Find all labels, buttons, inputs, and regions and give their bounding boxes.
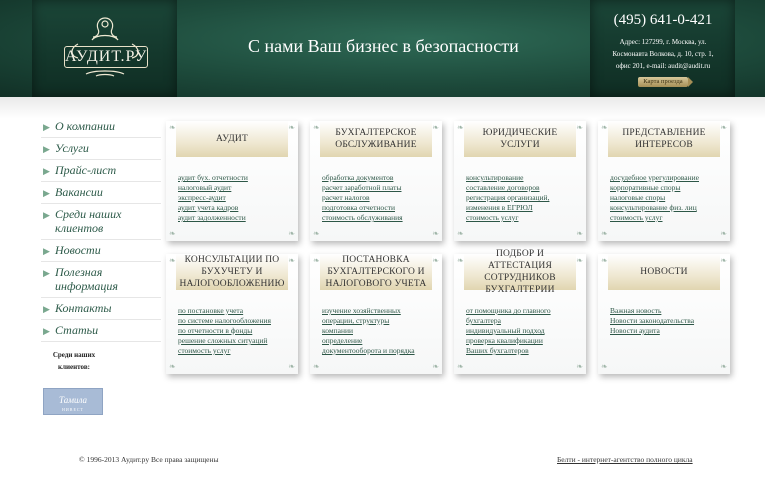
card-link[interactable]: экспресс-аудит: [178, 193, 226, 202]
card-header: [320, 121, 432, 157]
card-link[interactable]: стоимость услуг: [178, 346, 231, 355]
corner-ornament-icon: ❧: [457, 256, 464, 265]
card-link[interactable]: регистрация организаций,: [466, 193, 550, 202]
card-link[interactable]: расчет налогов: [322, 193, 370, 202]
address-line: Космонавта Волкова, д. 10, стр. 1,: [612, 50, 714, 58]
clients-title: Среди наших клиентов:: [52, 351, 96, 371]
corner-ornament-icon: ❧: [169, 229, 176, 238]
card-header: [608, 121, 720, 157]
corner-ornament-icon: ❧: [288, 229, 295, 238]
corner-ornament-icon: ❧: [288, 362, 295, 371]
card-link[interactable]: налоговый аудит: [178, 183, 232, 192]
card-link[interactable]: подготовка отчетности: [322, 203, 395, 212]
card-link[interactable]: определение: [322, 336, 363, 345]
card-link[interactable]: досудебное урегулирование: [610, 173, 699, 182]
sidebar-item-pricelist[interactable]: [41, 160, 161, 182]
card-links: [322, 173, 438, 223]
header: [0, 0, 765, 97]
corner-ornament-icon: ❧: [432, 123, 439, 132]
corner-ornament-icon: ❧: [432, 229, 439, 238]
corner-ornament-icon: ❧: [169, 123, 176, 132]
card-link[interactable]: аудит бух. отчетности: [178, 173, 248, 182]
corner-ornament-icon: ❧: [432, 256, 439, 265]
agency-credit-link[interactable]: Белти - интернет-агентство полного цикла: [557, 455, 693, 464]
card-link[interactable]: по системе налогообложения: [178, 316, 271, 325]
arrow-icon: ▶: [43, 144, 50, 154]
card-link[interactable]: проверка квалификации: [466, 336, 543, 345]
sidebar-item-label: Контакты: [55, 301, 112, 315]
corner-ornament-icon: ❧: [288, 256, 295, 265]
card-links: [178, 306, 294, 356]
corner-ornament-icon: ❧: [313, 229, 320, 238]
corner-ornament-icon: ❧: [288, 123, 295, 132]
phone-number: (495) 641-0-421: [613, 12, 713, 28]
sidebar-item-label: Полезная информация: [55, 265, 118, 293]
sidebar-item-label: Статьи: [55, 323, 99, 337]
service-card-legal: [454, 121, 586, 241]
sidebar-item-about[interactable]: [41, 116, 161, 138]
corner-ornament-icon: ❧: [601, 362, 608, 371]
card-link[interactable]: стоимость обслуживания: [322, 213, 403, 222]
card-title[interactable]: ЮРИДИЧЕСКИЕ УСЛУГИ: [482, 128, 558, 150]
news-link[interactable]: Новости аудита: [610, 326, 660, 335]
card-header: [464, 121, 576, 157]
card-header: [176, 121, 288, 157]
corner-ornament-icon: ❧: [432, 362, 439, 371]
corner-ornament-icon: ❧: [601, 123, 608, 132]
sidebar-item-label: Новости: [55, 243, 101, 257]
corner-ornament-icon: ❧: [576, 256, 583, 265]
arrow-icon: ▶: [43, 122, 50, 132]
corner-ornament-icon: ❧: [313, 123, 320, 132]
sidebar-item-news[interactable]: [41, 240, 161, 262]
card-title[interactable]: АУДИТ: [216, 134, 248, 144]
logo-emblem-icon[interactable]: [58, 10, 152, 80]
sidebar-item-label: О компании: [55, 119, 115, 133]
card-link[interactable]: от помощника до главного: [466, 306, 551, 315]
card-link[interactable]: расчет заработной платы: [322, 183, 402, 192]
card-link[interactable]: компании: [322, 326, 353, 335]
card-header: [320, 254, 432, 290]
arrow-icon: ▶: [43, 210, 50, 220]
address-line: офис 201, e-mail: audit@audit.ru: [615, 62, 711, 70]
news-link[interactable]: Важная новость: [610, 306, 662, 315]
arrow-icon: ▶: [43, 326, 50, 336]
card-links: [322, 306, 438, 356]
card-link[interactable]: аудит учета кадров: [178, 203, 239, 212]
corner-ornament-icon: ❧: [457, 229, 464, 238]
card-link[interactable]: консультирование физ. лиц: [610, 203, 697, 212]
client-logo[interactable]: [43, 388, 103, 415]
card-link[interactable]: корпоративные споры: [610, 183, 681, 192]
card-link[interactable]: документооборота и порядка: [322, 346, 415, 355]
address-block: [596, 36, 730, 72]
card-title[interactable]: КОНСУЛЬТАЦИИ ПО БУХУЧЕТУ И НАЛОГООБЛОЖЕНИЮ: [179, 255, 285, 289]
card-title[interactable]: НОВОСТИ: [640, 267, 688, 277]
arrow-icon: ▶: [43, 268, 50, 278]
corner-ornament-icon: ❧: [720, 123, 727, 132]
corner-ornament-icon: ❧: [457, 362, 464, 371]
card-title[interactable]: ПОДБОР И АТТЕСТАЦИЯ СОТРУДНИКОВ БУХГАЛТЕРИИ: [484, 249, 556, 295]
service-card-consulting: [166, 254, 298, 374]
service-card-staffing: [454, 249, 586, 374]
card-header: [608, 254, 720, 290]
client-logo-name: Тамила: [59, 395, 87, 405]
card-link[interactable]: по постановке учета: [178, 306, 244, 315]
sidebar-item-label: Услуги: [55, 141, 89, 155]
card-link[interactable]: изучение хозяйственных: [322, 306, 401, 315]
corner-ornament-icon: ❧: [576, 229, 583, 238]
logo-text[interactable]: АУДИТ.РУ: [64, 46, 148, 68]
sidebar-item-label: Прайс-лист: [55, 163, 117, 177]
service-card-audit: [166, 121, 298, 241]
sidebar-item-articles[interactable]: [41, 320, 161, 342]
card-link[interactable]: налоговые споры: [610, 193, 666, 202]
corner-ornament-icon: ❧: [313, 256, 320, 265]
sidebar-item-services[interactable]: [41, 138, 161, 160]
corner-ornament-icon: ❧: [601, 229, 608, 238]
copyright: © 1996-2013 Аудит.ру Все права защищены: [79, 455, 219, 464]
sidebar-item-vacancies[interactable]: [41, 182, 161, 204]
card-link[interactable]: решение сложных ситуаций: [178, 336, 268, 345]
corner-ornament-icon: ❧: [720, 362, 727, 371]
card-links: [610, 306, 726, 336]
map-button[interactable]: Карта проезда: [638, 77, 688, 87]
corner-ornament-icon: ❧: [720, 229, 727, 238]
corner-ornament-icon: ❧: [313, 362, 320, 371]
sidebar-item-label: Среди наших клиентов: [55, 207, 122, 235]
sidebar-item-useful-info[interactable]: [41, 262, 161, 298]
corner-ornament-icon: ❧: [169, 362, 176, 371]
corner-ornament-icon: ❧: [576, 123, 583, 132]
card-link[interactable]: изменения в ЕГРЮЛ: [466, 203, 533, 212]
card-link[interactable]: обработка документов: [322, 173, 394, 182]
sidebar-item-clients[interactable]: [41, 204, 161, 240]
card-title[interactable]: ПРЕДСТАВЛЕНИЕ ИНТЕРЕСОВ: [622, 128, 706, 150]
news-link[interactable]: Новости законодательства: [610, 316, 695, 325]
card-links: [466, 173, 582, 223]
arrow-icon: ▶: [43, 166, 50, 176]
service-card-representation: [598, 121, 730, 241]
card-link[interactable]: составление договоров: [466, 183, 540, 192]
card-links: [610, 173, 726, 223]
card-link[interactable]: стоимость услуг: [610, 213, 663, 222]
sidebar-item-contacts[interactable]: [41, 298, 161, 320]
corner-ornament-icon: ❧: [576, 362, 583, 371]
card-link[interactable]: операции, структуры: [322, 316, 390, 325]
address-line: Адрес: 127299, г. Москва, ул.: [619, 38, 707, 46]
card-link[interactable]: аудит задолженности: [178, 213, 246, 222]
card-header: [176, 254, 288, 290]
card-title[interactable]: БУХГАЛТЕРСКОЕ ОБСЛУЖИВАНИЕ: [335, 128, 417, 150]
news-card: [598, 254, 730, 374]
arrow-icon: ▶: [43, 246, 50, 256]
client-logo-sub: НИВЕСТ: [62, 407, 84, 412]
corner-ornament-icon: ❧: [169, 256, 176, 265]
card-title[interactable]: ПОСТАНОВКА БУХГАЛТЕРСКОГО И НАЛОГОВОГО УЧЕТА: [325, 255, 427, 289]
card-header: [464, 249, 576, 295]
sidebar-nav: [41, 116, 161, 342]
service-card-accounting: [310, 121, 442, 241]
service-card-setup: [310, 254, 442, 374]
card-links: [178, 173, 294, 223]
arrow-icon: ▶: [43, 304, 50, 314]
header-slogan: С нами Ваш бизнес в безопасности: [248, 36, 519, 56]
corner-ornament-icon: ❧: [457, 123, 464, 132]
card-link[interactable]: индивидуальный подход: [466, 326, 545, 335]
card-link[interactable]: по отчетности в фонды: [178, 326, 253, 335]
card-link[interactable]: консультирование: [466, 173, 524, 182]
arrow-icon: ▶: [43, 188, 50, 198]
card-links: [466, 306, 582, 356]
card-link[interactable]: бухгалтера: [466, 316, 501, 325]
card-link[interactable]: стоимость услуг: [466, 213, 519, 222]
card-link[interactable]: Ваших бухгалтеров: [466, 346, 529, 355]
corner-ornament-icon: ❧: [720, 256, 727, 265]
sidebar-item-label: Вакансии: [55, 185, 103, 199]
corner-ornament-icon: ❧: [601, 256, 608, 265]
